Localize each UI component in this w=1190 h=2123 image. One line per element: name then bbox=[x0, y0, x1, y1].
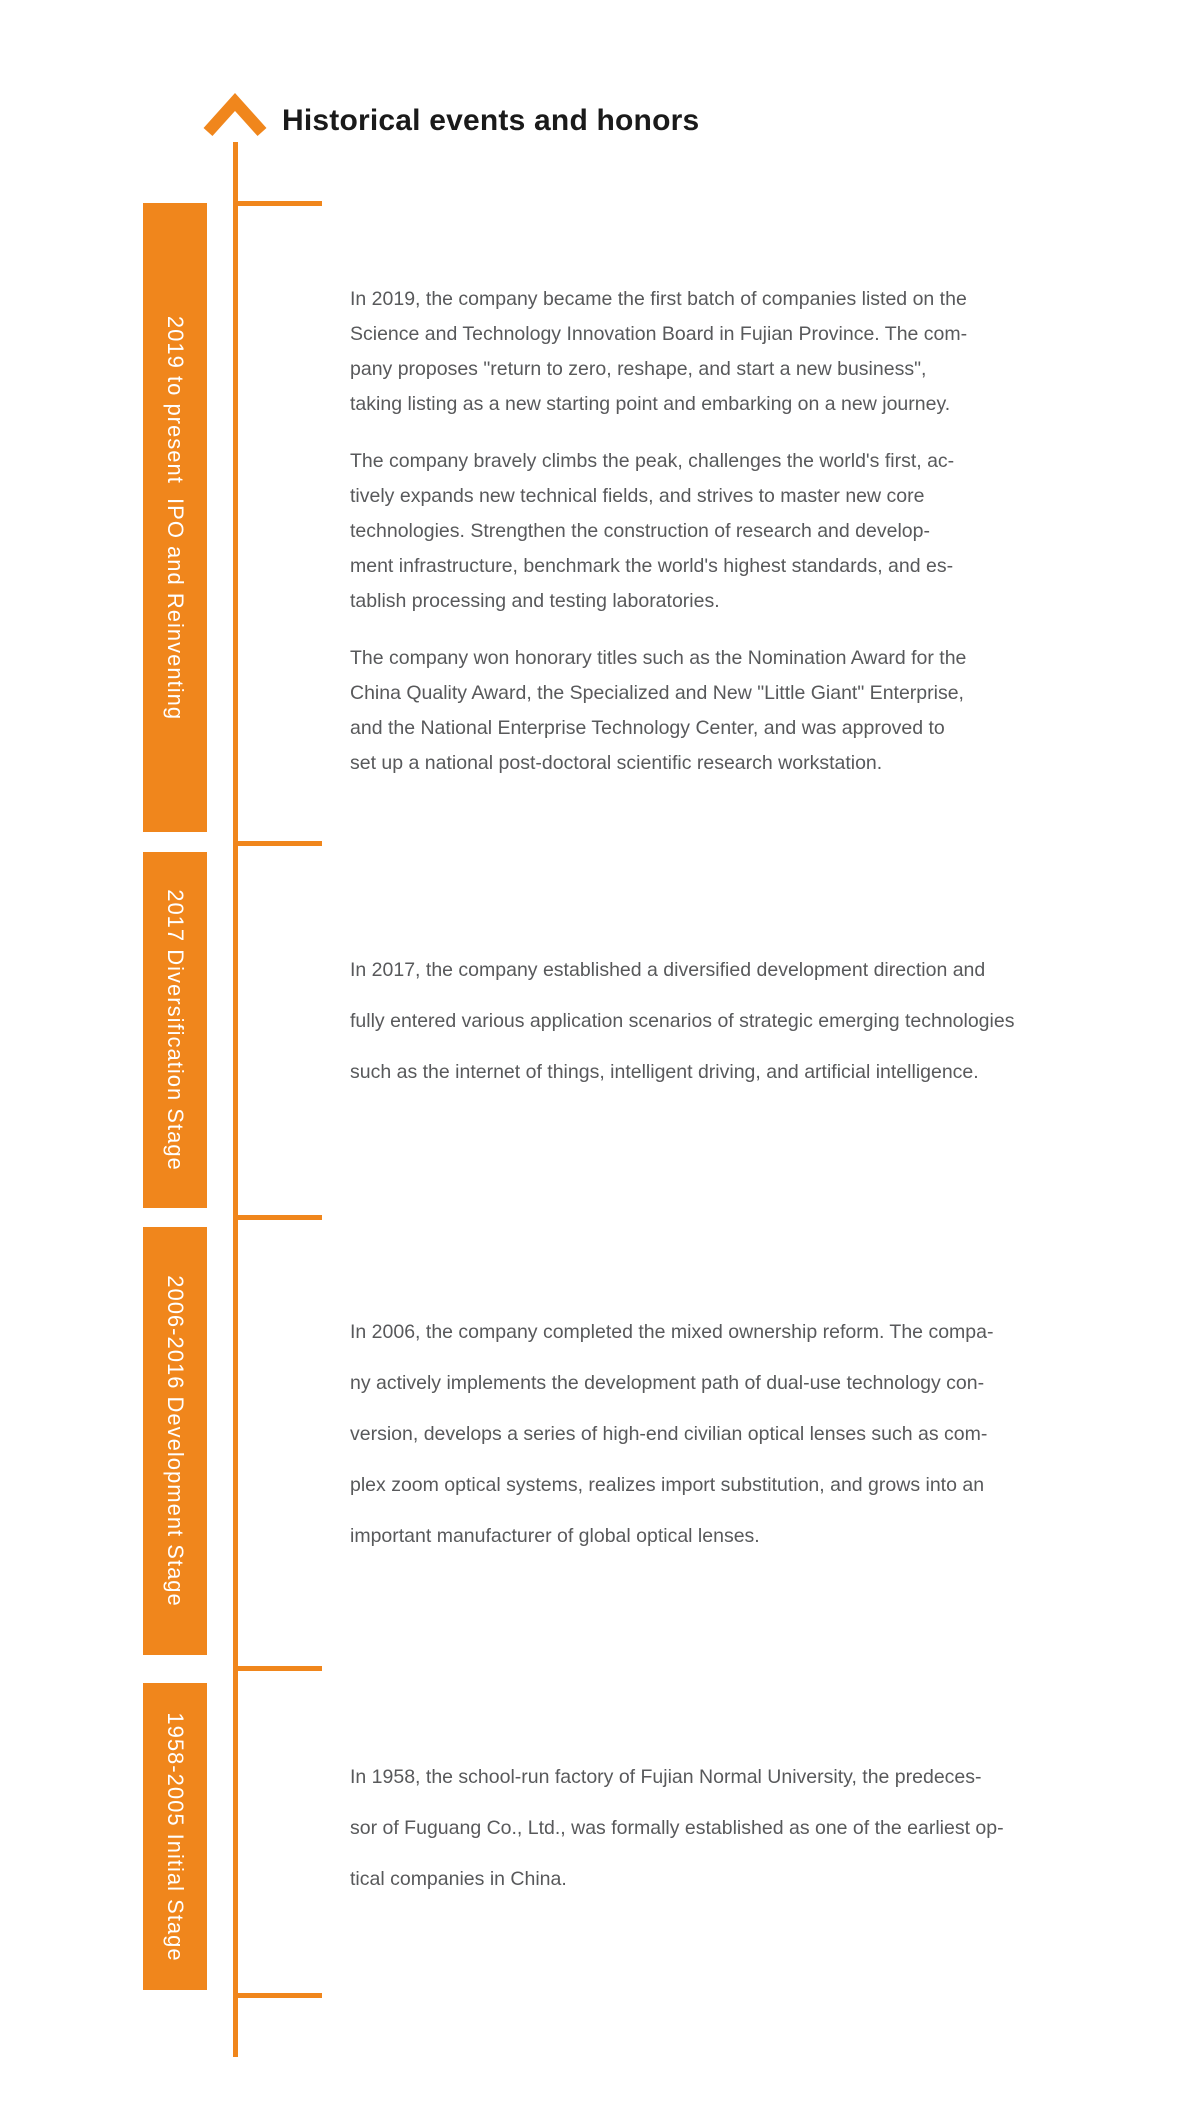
timeline-tick bbox=[233, 841, 322, 846]
stage-paragraph: In 2017, the company established a diversified development direction and fully entered various application scenarios of strategic emerging technologies such as the internet of things, intelligent driving, and artificial intelligence. bbox=[350, 959, 1015, 1083]
page-title: Historical events and honors bbox=[282, 104, 700, 137]
timeline-tick bbox=[233, 201, 322, 206]
stage-content-2017 bbox=[350, 945, 1080, 1098]
stage-bar-2017 bbox=[143, 852, 207, 1208]
stage-paragraph: In 2019, the company became the first batch of companies listed on the Science and Technology Innovation Board in Fujian Province. The com- pany proposes "return to zero, reshape, and start a new business", taking listing as a new starting point and embarking on a new journey. bbox=[350, 288, 968, 415]
up-arrow-icon bbox=[202, 90, 268, 138]
timeline-tick bbox=[233, 1215, 322, 1220]
stage-paragraph: In 1958, the school-run factory of Fujian Normal University, the predeces- sor of Fuguang Co., Ltd., was formally established as one of the earliest op- tical companies in China. bbox=[350, 1766, 1004, 1890]
stage-paragraph: The company won honorary titles such as the Nomination Award for the China Quality Award, the Specialized and New "Little Giant" Enterprise, and the National Enterprise Technology Center, and was approved to set up a national post-doctoral scientific research workstation. bbox=[350, 647, 967, 774]
stage-paragraph: The company bravely climbs the peak, challenges the world's first, ac- tively expands new technical fields, and strives to master new core technologies. Strengthen the construction of research and develop- ment infrastructure, benchmark the world's highest standards, and es- tablish processing and testing laboratories. bbox=[350, 450, 955, 612]
stage-content-1958-2005 bbox=[350, 1752, 1080, 1905]
stage-bar-2006-2016 bbox=[143, 1227, 207, 1655]
timeline-tick bbox=[233, 1993, 322, 1998]
stage-content-2006-2016 bbox=[350, 1307, 1080, 1562]
timeline-axis bbox=[233, 142, 238, 2057]
stage-bar-label: 2006-2016 Development Stage bbox=[163, 1275, 188, 1607]
stage-bar-2019 bbox=[143, 203, 207, 832]
timeline-tick bbox=[233, 1666, 322, 1671]
stage-bar-label: 1958-2005 Initial Stage bbox=[163, 1711, 188, 1962]
stage-bar-1958-2005 bbox=[143, 1683, 207, 1990]
stage-content-2019 bbox=[350, 282, 1080, 781]
stage-bar-label: 2019 to present IPO and Reinventing bbox=[163, 315, 188, 720]
stage-bar-label: 2017 Diversification Stage bbox=[163, 889, 188, 1171]
stage-paragraph: In 2006, the company completed the mixed ownership reform. The compa- ny actively implements the development path of dual-use technology con- version, develops a series of high-end civilian optical lenses such as com- plex zoom optical systems, realizes import substitution, and grows into an important manufacturer of global optical lenses. bbox=[350, 1321, 994, 1547]
